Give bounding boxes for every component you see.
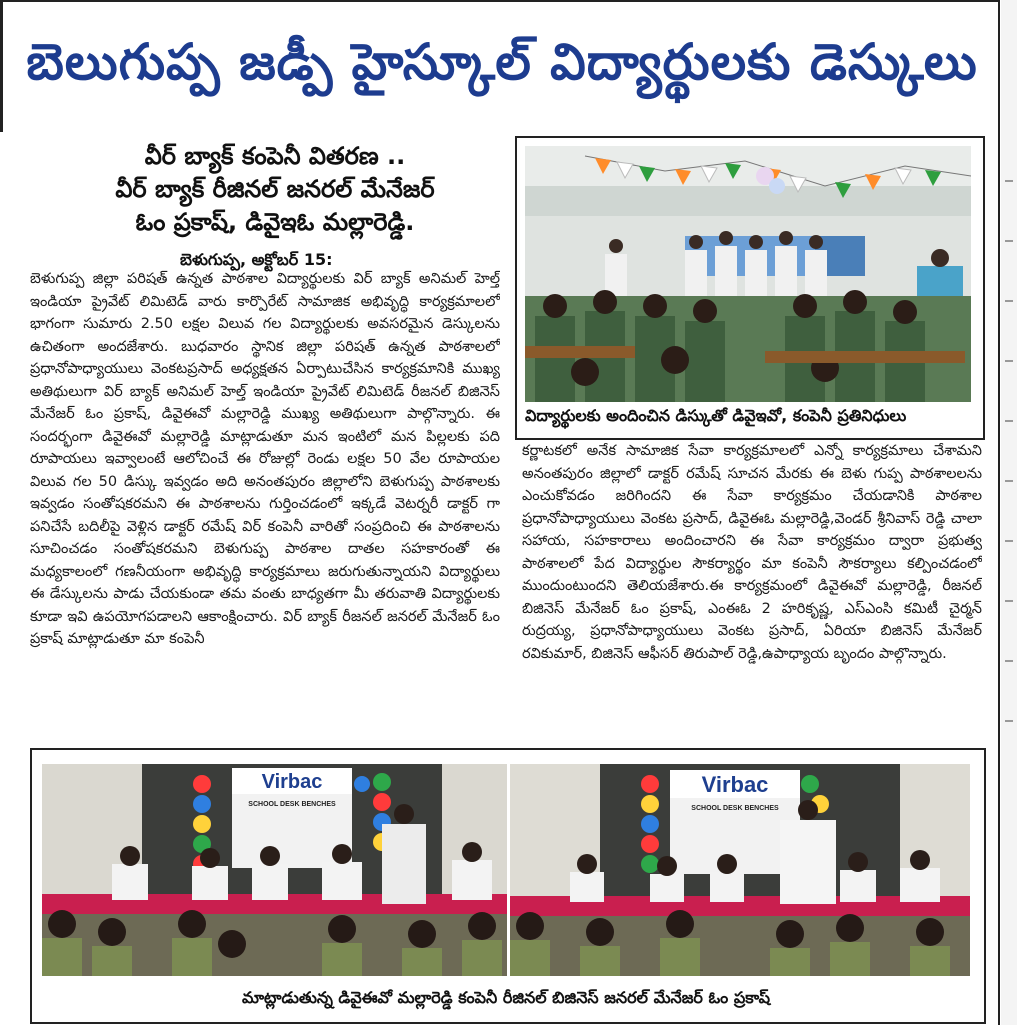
- classroom-photo: [525, 146, 971, 402]
- banner-brand-left: Virbac: [261, 771, 323, 793]
- subhead-line-3: ఓం ప్రకాష్, డివైఇఓ మల్లారెడ్డి.: [135, 208, 415, 236]
- article-body-right-column: కర్ణాటకలో అనేక సామాజిక సేవా కార్యక్రమాలలో ఎన్నో కార్యక్రమాలు చేశామని అనంతపురం జిల్లాలో డాక్టర్ రమేష్ సూచన మేరకు ఈ బెళు గుప్ప పాఠశాలలను ఎంచుకోవడం జరిగిందని ఈ సేవా కార్యక్రమం చేయడానికి పాఠశాల ప్రధానోపాధ్యాయులు వెంకట ప్రసాద్, డివైఈఓ మల్లారెడ్డి,వెండర్ శ్రీనివాస్ రెడ్డి చాలా సహాయ, సహకారాలు అందించారని ఈ సేవా కార్యక్రమం ద్వారా ప్రభుత్వ పాఠశాలలో పేద విద్యార్థుల సౌకర్యార్థం మా కంపెనీ సౌకర్యాలు కల్పించడంలో ముందుంటుందని తెలియజేశారు.ఈ కార్యక్రమంలో డివైఈవో మల్లారెడ్డి, రీజనల్ బిజినెస్ మేనేజర్ ఓం ప్రకాష్, ఎంఈఓ 2 హరికృష్ణ, ఎస్ఎంసి కమిటీ చైర్మన్ రుద్రయ్య, ప్రధానోపాధ్యాయులు వెంకట ప్రసాద్, ఏరియా బిజినెస్ మేనేజర్ రవికుమార్, బిజినెస్ ఆఫీసర్ తిరుపాల్ రెడ్డి,ఉపాధ్యాయ బృందం పాల్గొన్నారు.: [522, 443, 982, 662]
- top-photo-caption: విద్యార్థులకు అందించిన డిస్కుతో డివైఇవో, కంపెనీ ప్రతినిధులు: [525, 406, 907, 425]
- classroom-photo-frame: [515, 136, 985, 440]
- speaking-photo-right: [510, 764, 970, 976]
- page-border-left: [0, 0, 3, 132]
- page-border-top: [0, 0, 1000, 2]
- subhead-line-2: వీర్ బ్యాక్ రీజినల్ జనరల్ మేనేజర్: [115, 175, 435, 203]
- bottom-photos-frame: [30, 748, 986, 1024]
- bottom-photos-caption: మాట్లాడుతున్న డివైఈవో మల్లారెడ్డి కంపెనీ రీజినల్ బిజినెస్ జనరల్ మేనేజర్ ఓం ప్రకాష్: [241, 988, 771, 1007]
- banner-brand-right: Virbac: [701, 772, 769, 797]
- speaking-photo-left: [42, 764, 507, 976]
- article-body-left-column: బెళుగుప్ప జిల్లా పరిషత్ ఉన్నత పాఠశాల విద్యార్థులకు విర్ బ్యాక్ అనిమల్ హెల్త్ ఇండియా ప్రైవేట్ లిమిటెడ్ వారు కార్పొరేట్ సామాజిక అభివృద్ధి కార్యక్రమాలలో భాగంగా సుమారు 2.50 లక్షల విలువ గల విద్యార్థులకు అవసరమైన డెస్కులను ఉచితంగా అందజేశారు. బుధవారం స్థానిక జిల్లా పరిషత్ ఉన్నత పాఠశాలలో ప్రధానోపాధ్యాయులు వెంకటప్రసాద్ అధ్యక్షతన ఏర్పాటుచేసిన కార్యక్రమానికి ముఖ్య అతిథులుగా విర్ బ్యాక్ అనిమల్ హెల్త్ ఇండియా ప్రైవేట్ లిమిటెడ్ రీజనల్ బిజినెస్ మేనేజర్ ఓం ప్రకాష్, డివైఈవో మల్లారెడ్డి ముఖ్య అతిథులుగా పాల్గొన్నారు. ఈ సందర్భంగా డివైఈవో మల్లారెడ్డి మాట్లాడుతూ మన ఇంటిలో మన పిల్లలకు పది రూపాయలు ఇవ్వాలంటే ఆలోచించే ఈ రోజుల్లో రెండు లక్షల 50 వేల రూపాయల విలువ గల 50 డిస్కు ఇవ్వడం అది అనంతపురం జిల్లాలోని బెళుగుప్ప పాఠశాలకు ఇవ్వడం సంతోషకరమని ఈ పాఠశాలను గుర్తించడంలో ఇక్కడే వెటర్నరీ డాక్టర్ గా పనిచేసే బదిలీపై వెళ్లిన డాక్టర్ రమేష్ విర్ కంపెనీ వారితో సంప్రదించి ఈ పాఠశాలను సూచించడం సంతోషకరమని బెళుగుప్ప పాఠశాల దాతల సహకారంతో ఈ మధ్యకాలంలో గణనీయంగా అభివృద్ధి కార్యక్రమాలు జరుగుతున్నాయని విద్యార్థులు ఈ డేస్కులను పాడు చేయకుండా తమ వంతు బాధ్యతగా మీ తరువాతి విద్యార్థులకు కూడా ఇవి ఉపయోగపడాలని ఆకాంక్షించారు. విర్ బ్యాక్ రీజనల్ జనరల్ మేనేజర్ ఓం ప్రకాష్ మాట్లాడుతూ మా కంపెనీ: [30, 271, 500, 647]
- page-border-right: [998, 0, 1000, 1025]
- banner-subtitle-left: SCHOOL DESK BENCHES: [248, 801, 336, 808]
- dateline: బెళుగుప్ప, అక్టోబర్ 15:: [180, 250, 333, 269]
- banner-subtitle-right: SCHOOL DESK BENCHES: [691, 805, 779, 812]
- subhead-line-1: వీర్ బ్యాక్ కంపెనీ వితరణ ..: [144, 142, 406, 170]
- adjacent-page-gutter: [1001, 0, 1017, 1025]
- article-subheadline: [40, 140, 510, 239]
- article-headline: బెలుగుప్ప జడ్పీ హైస్కూల్ విద్యార్థులకు డెస్కులు: [26, 32, 978, 91]
